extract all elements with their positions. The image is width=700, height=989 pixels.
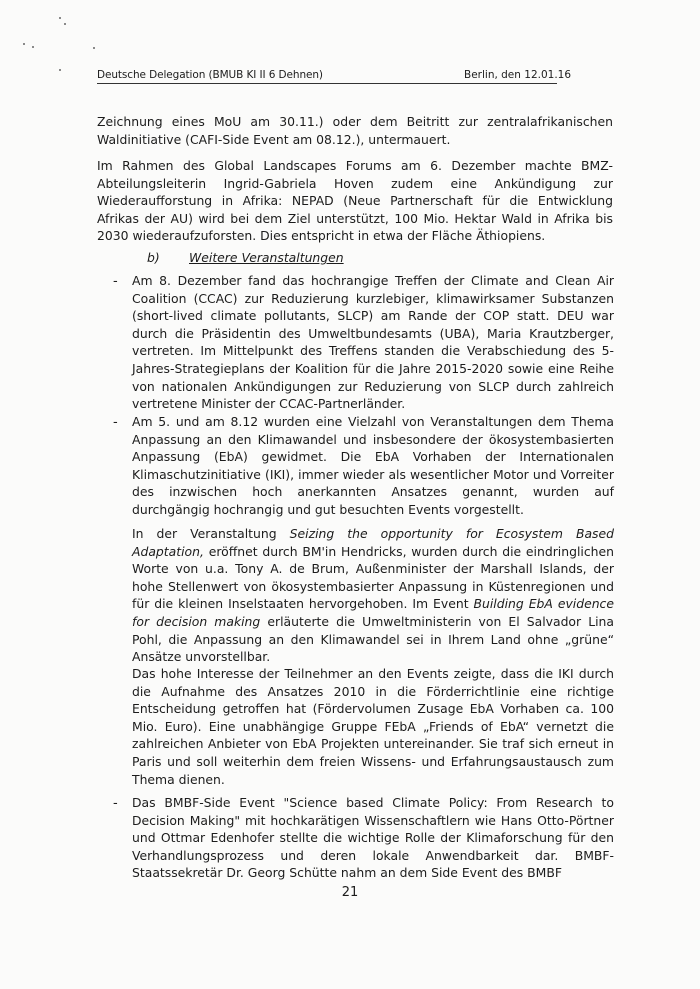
scan-speck	[59, 69, 61, 71]
scan-speck	[64, 23, 66, 25]
event-title-seizing: Seizing the opportunity for Ecosystem Based Adaptation,	[132, 526, 614, 559]
section-heading	[147, 249, 344, 266]
event-title-building-eba: Building EbA evidence for decision making	[132, 596, 614, 629]
paragraph-text: Am 8. Dezember fand das hochrangige Treffen der Climate and Clean Air Coalition (CCAC) zur Reduzierung kurzlebiger, klimawirksamer Substanzen (short-lived climate pollutants, SLCP) am Rande der COP statt. DEU war durch die Präsidentin des Umweltbundesamts (UBA), Maria Krautzberger, vertreten. Im Mittelpunkt des Treffens standen die Verabschiedung des 5-Jahres-Strategieplans der Koalition für die Jahre 2015-2020 sowie eine Reihe von nationalen Ankündigungen zur Reduzierung von SLCP durch zahlreich vertretene Minister der CCAC-Partnerländer.	[132, 273, 614, 412]
scan-speck	[23, 43, 25, 45]
header-left: Deutsche Delegation (BMUB KI II 6 Dehnen)	[97, 69, 323, 81]
paragraph-text: Das BMBF-Side Event "Science based Climate Policy: From Research to Decision Making" mit hochkarätigen Wissenschaftlern wie Hans Otto-Pörtner und Ottmar Edenhofer stellte die wichtige Rolle der Klimaforschung für den Verhandlungsprozess und deren lokale Anwendbarkeit dar. BMBF-Staatssekretär Dr. Georg Schütte nahm an dem Side Event des BMBF	[132, 795, 614, 881]
bullet-item-bmbf	[132, 794, 614, 882]
text-run: In der Veranstaltung	[132, 526, 290, 541]
bullet-marker: -	[113, 274, 118, 289]
paragraph-text: Das hohe Interesse der Teilnehmer an den Events zeigte, dass die IKI durch die Aufnahme des Ansatzes 2010 in die Förderrichtlinie eine richtige Entscheidung getroffen hat (Fördervolumen Zusage EbA Vorhaben ca. 100 Mio. Euro). Eine unabhängige Gruppe FEbA „Friends of EbA“ vernetzt die zahlreichen Anbieter von EbA Projekten untereinander. Sie traf sich erneut in Paris und soll weiterhin dem freien Wissens- und Erfahrungsaustausch zum Thema dienen.	[132, 666, 614, 787]
section-label: b)	[147, 250, 160, 265]
paragraph-text	[132, 525, 614, 666]
iki-interest-paragraph	[132, 665, 614, 788]
text-run: eröffnet durch BM'in Hendricks, wurden durch die eindringlichen Worte von u.a. Tony A. de Brum, Außenminister der Marshall Islands, der hohe Stellenwert von ökosystembasierter Anpassung in Küstenregionen und für die kleinen Inselstaaten hervorgehoben. Im Event	[132, 543, 614, 612]
section-title: Weitere Veranstaltungen	[189, 250, 344, 265]
bullet-item-ccac	[132, 272, 614, 413]
bullet-item-eba	[132, 413, 614, 519]
eba-events-paragraph	[132, 525, 614, 666]
intro-paragraph-2	[97, 157, 613, 245]
intro-paragraph-1	[97, 113, 613, 148]
scan-speck	[59, 17, 61, 19]
scan-speck	[32, 46, 34, 48]
scan-speck	[93, 47, 95, 49]
text-run: erläuterte die Umweltministerin von El Salvador Lina Pohl, die Anpassung an den Klimawandel sei in Ihrem Land ohne „grüne“ Ansätze unvorstellbar.	[132, 613, 614, 665]
paragraph-text: Zeichnung eines MoU am 30.11.) oder dem Beitritt zur zentralafrikanischen Waldinitiative (CAFI-Side Event am 08.12.), untermauert.	[97, 114, 613, 147]
page-header	[97, 69, 572, 84]
bullet-marker: -	[113, 796, 118, 811]
bullet-marker: -	[113, 415, 118, 430]
page-number: 21	[341, 885, 359, 900]
header-date: Berlin, den 12.01.16	[464, 69, 572, 81]
paragraph-text: Am 5. und am 8.12 wurden eine Vielzahl von Veranstaltungen dem Thema Anpassung an den Klimawandel und insbesondere der ökosystembasierten Anpassung (EbA) gewidmet. Die EbA Vorhaben der Internationalen Klimaschutzinitiative (IKI), immer wieder als wesentlicher Motor und Vorreiter des inzwischen hoch anerkannten Ansatzes genannt, wurden auf durchgängig hochrangig und gut besuchten Events vorgestellt.	[132, 414, 614, 517]
paragraph-text: Im Rahmen des Global Landscapes Forums am 6. Dezember machte BMZ-Abteilungsleiterin Ingrid-Gabriela Hoven zudem eine Ankündigung zur Wiederaufforstung in Afrika: NEPAD (Neue Partnerschaft für die Entwicklung Afrikas der AU) wird bei dem Ziel unterstützt, 100 Mio. Hektar Wald in Afrika bis 2030 wiederaufzuforsten. Dies entspricht in etwa der Fläche Äthiopiens.	[97, 158, 613, 244]
